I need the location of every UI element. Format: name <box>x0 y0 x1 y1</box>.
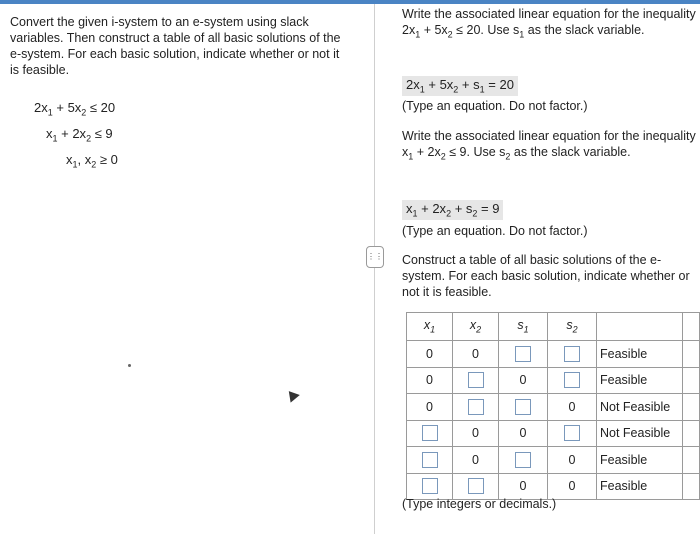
answer-input-box[interactable] <box>564 372 580 388</box>
cell-s1: 0 <box>499 367 548 394</box>
question-2-note: (Type an equation. Do not factor.) <box>402 224 588 238</box>
answer-input-box[interactable] <box>468 478 484 494</box>
top-accent-bar <box>0 0 700 4</box>
question-1-answer[interactable]: $2x_1 + 5x_2 + s_1 = 20$ <box>402 76 518 96</box>
feasibility-extra-cell <box>683 341 700 368</box>
feasibility-extra-cell <box>683 447 700 474</box>
nonnegativity-constraint: $x_1$, $x_2 \ge 0$ <box>66 152 118 170</box>
cell-s1 <box>499 447 548 474</box>
header-s2: $s_2$ <box>548 313 597 341</box>
pane-divider[interactable] <box>374 4 375 534</box>
basic-solutions-table <box>406 312 700 500</box>
answer-input-box[interactable] <box>515 399 531 415</box>
table-row <box>407 447 700 474</box>
answer-input-box[interactable] <box>468 372 484 388</box>
header-s1: $s_1$ <box>499 313 548 341</box>
cell-x1: 0 <box>407 367 453 394</box>
header-feasibility <box>597 313 683 341</box>
question-1-note: (Type an equation. Do not factor.) <box>402 99 588 113</box>
feasibility-select[interactable]: Feasible <box>597 447 683 474</box>
table-row <box>407 420 700 447</box>
table-row <box>407 394 700 421</box>
problem-instructions <box>10 14 350 78</box>
question-3-prompt: Construct a table of all basic solutions of the e-system. For each basic solution, indicate whether or not it is feasible. <box>402 253 690 299</box>
cell-s2: 0 <box>548 473 597 500</box>
cell-x1 <box>407 420 453 447</box>
feasibility-extra-cell <box>683 420 700 447</box>
answer-input-box[interactable] <box>422 478 438 494</box>
answer-input-box[interactable] <box>422 425 438 441</box>
cell-x1 <box>407 473 453 500</box>
feasibility-extra-cell <box>683 367 700 394</box>
feasibility-extra-cell <box>683 473 700 500</box>
cell-s1: 0 <box>499 473 548 500</box>
feasibility-select[interactable]: Not Feasible <box>597 394 683 421</box>
stray-dot <box>128 364 131 367</box>
cell-x2 <box>453 394 499 421</box>
question-1-prompt: Write the associated linear equation for the inequality $2x_1 + 5x_2 \le 20$. Use $s_1$ as the slack variable. <box>402 7 696 40</box>
cell-x2: 0 <box>453 341 499 368</box>
answer-input-box[interactable] <box>515 452 531 468</box>
question-2-answer[interactable]: $x_1 + 2x_2 + s_2 = 9$ <box>402 200 503 220</box>
question-2-prompt: Write the associated linear equation for the inequality $x_1 + 2x_2 \le 9$. Use $s_2$ as the slack variable. <box>402 129 696 162</box>
cell-x2: 0 <box>453 420 499 447</box>
cell-s2: 0 <box>548 394 597 421</box>
cell-x2 <box>453 367 499 394</box>
cell-s2 <box>548 341 597 368</box>
feasibility-select[interactable]: Feasible <box>597 473 683 500</box>
cell-x2: 0 <box>453 447 499 474</box>
table-row <box>407 367 700 394</box>
answer-input-box[interactable] <box>564 346 580 362</box>
answer-input-box[interactable] <box>564 425 580 441</box>
inequality-1: $2x_1 + 5x_2 \le 20$ <box>34 100 116 118</box>
answer-input-box[interactable] <box>468 399 484 415</box>
cell-s2 <box>548 420 597 447</box>
cell-x1: 0 <box>407 394 453 421</box>
cell-s2 <box>548 367 597 394</box>
cell-s1 <box>499 394 548 421</box>
mouse-cursor-icon <box>284 387 300 402</box>
cell-s2: 0 <box>548 447 597 474</box>
cell-x1: 0 <box>407 341 453 368</box>
table-header-row <box>407 313 700 341</box>
answer-input-box[interactable] <box>422 452 438 468</box>
feasibility-select[interactable]: Feasible <box>597 367 683 394</box>
cell-x1 <box>407 447 453 474</box>
divider-drag-handle-icon[interactable]: ⋮⋮ <box>366 246 384 268</box>
feasibility-select[interactable]: Not Feasible <box>597 420 683 447</box>
table-row <box>407 341 700 368</box>
header-x1: $x_1$ <box>407 313 453 341</box>
cell-s1 <box>499 341 548 368</box>
inequality-2: $x_1 + 2x_2 \le 9$ <box>46 126 113 144</box>
instructions-text: Convert the given i-system to an e-system using slack variables. Then construct a table of all basic solutions of the e-system. For each basic solution, indicate whether or not it is feasible. <box>10 15 341 77</box>
cell-s1: 0 <box>499 420 548 447</box>
header-extra <box>683 313 700 341</box>
feasibility-select[interactable]: Feasible <box>597 341 683 368</box>
cell-x2 <box>453 473 499 500</box>
answer-input-box[interactable] <box>515 346 531 362</box>
header-x2: $x_2$ <box>453 313 499 341</box>
feasibility-extra-cell <box>683 394 700 421</box>
table-row <box>407 473 700 500</box>
question-3-note: (Type integers or decimals.) <box>402 497 557 511</box>
